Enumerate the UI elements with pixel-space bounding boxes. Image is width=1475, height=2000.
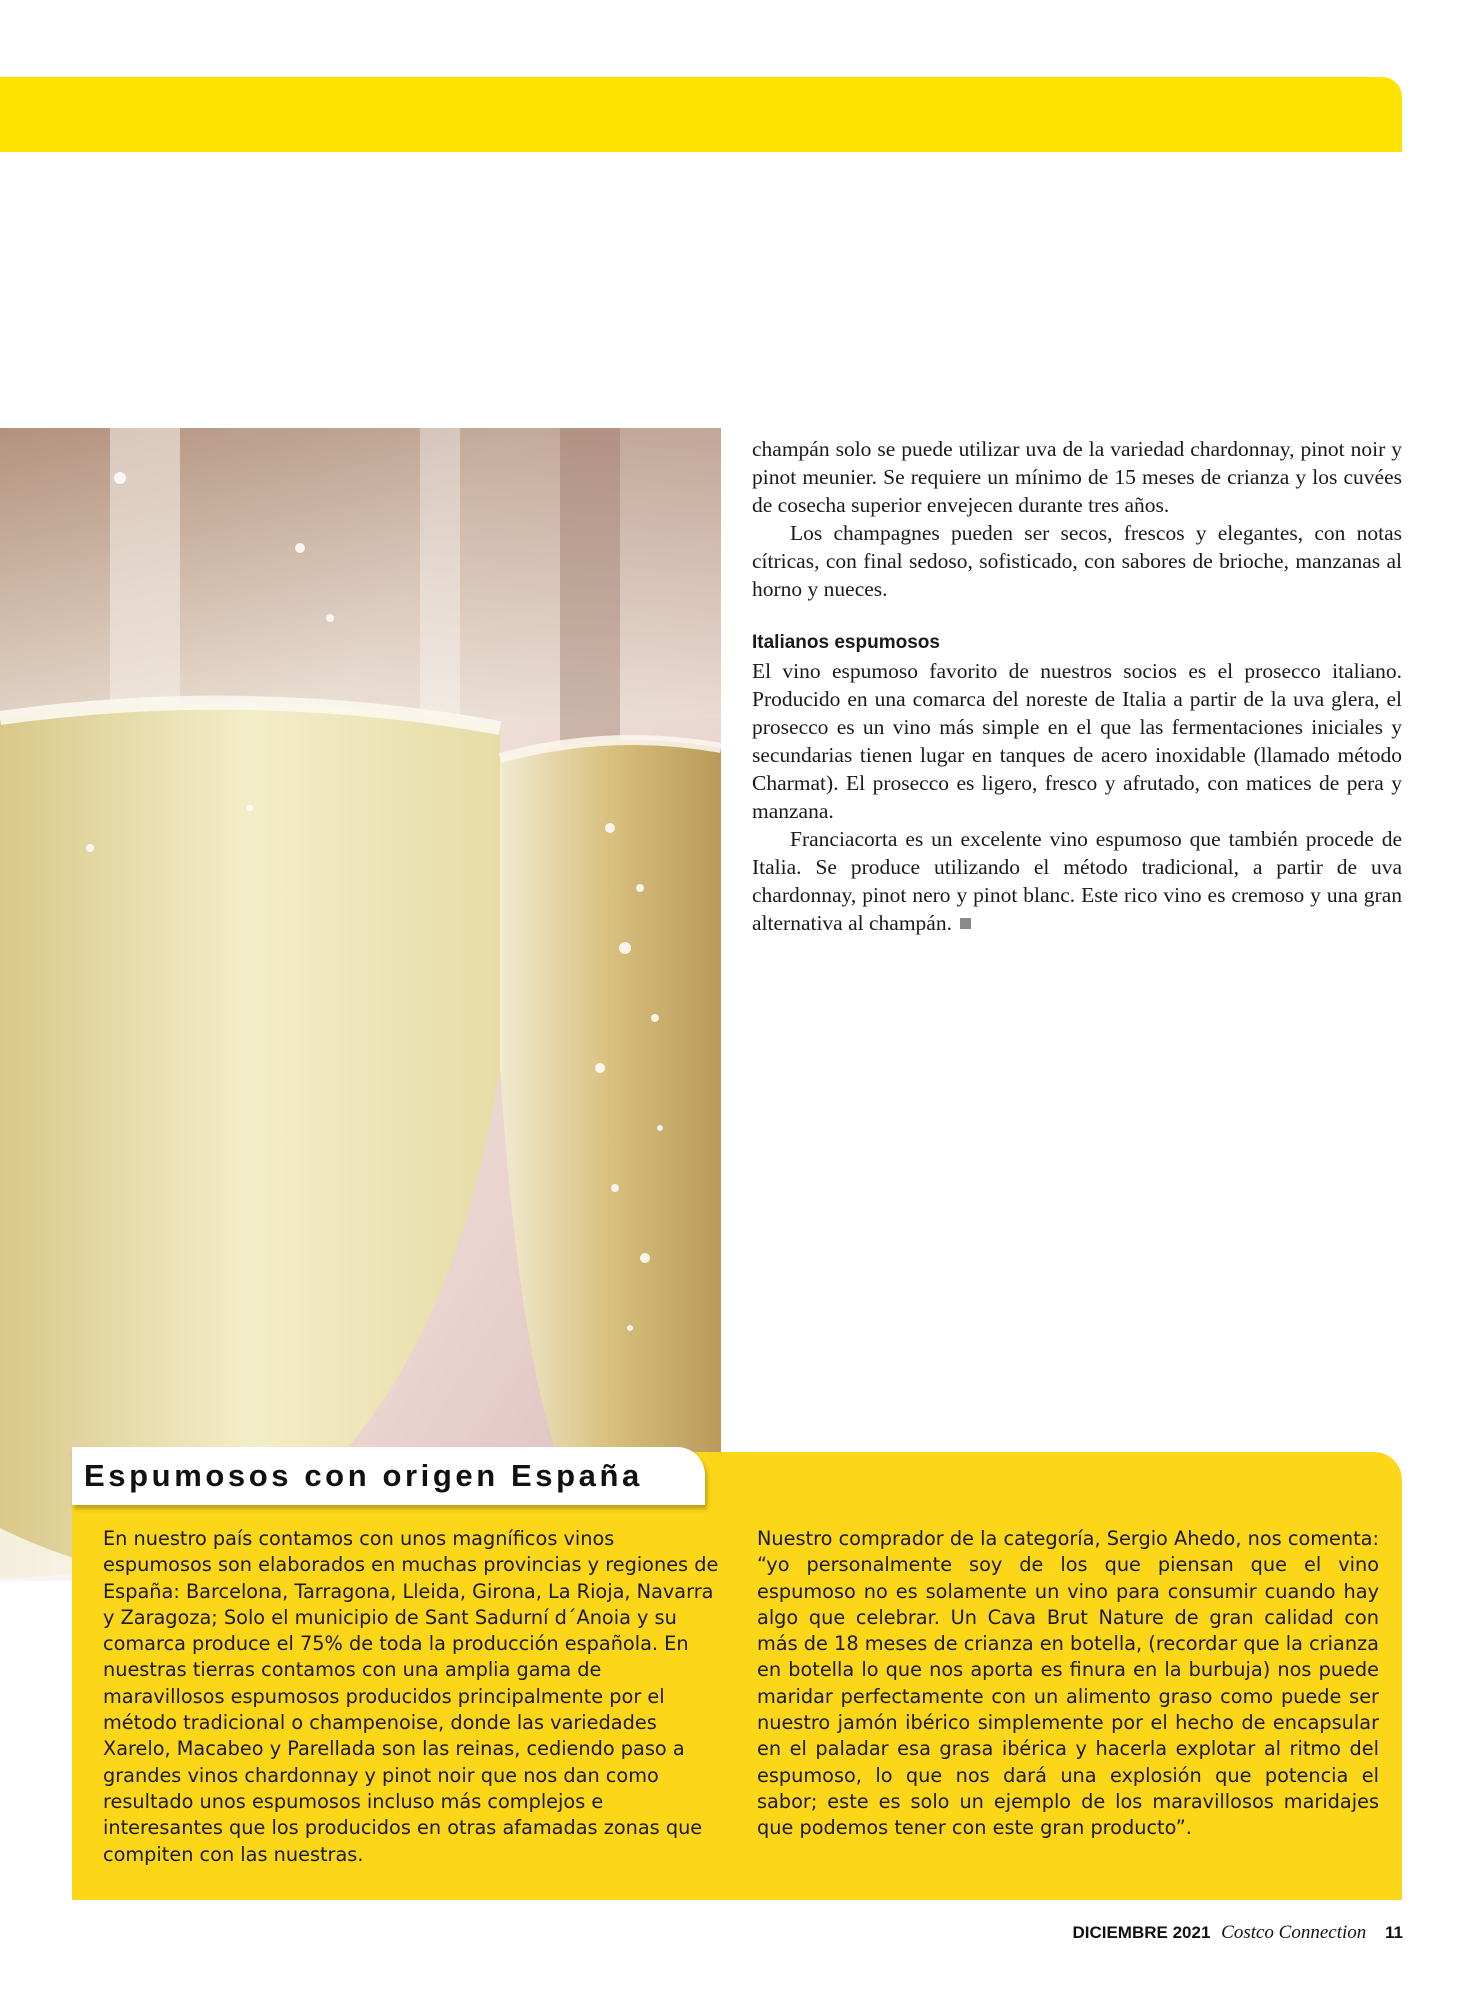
sidebar-right-column: [757, 1526, 1379, 1842]
article-paragraph-final: [752, 825, 1402, 937]
issue-date: DICIEMBRE 2021: [1072, 1923, 1211, 1942]
page-footer: [1072, 1922, 1403, 1944]
sidebar-left-column: [103, 1526, 725, 1868]
article-subheading: Italianos espumosos: [752, 632, 940, 653]
sidebar-paragraph: En nuestro país contamos con unos magníficos vinos espumosos son elaborados en muchas provincias y regiones de España: Barcelona, Tarragona, Lleida, Girona, La Rioja, Navarra y Zaragoza; Solo el municipio de Sant Sadurní d´Anoia y su comarca produce el 75% de toda la producción española. En nuestras tierras contamos con una amplia gama de maravillosos espumosos producidos principalmente por el método tradicional o champenoise, donde las variedades Xarelo, Macabeo y Parellada son las reinas, cediendo paso a grandes vinos chardonnay y pinot noir que nos dan como resultado unos espumosos incluso más complejos e interesantes que los producidos en otras afamadas zonas que compiten con las nuestras.: [103, 1527, 719, 1866]
article-paragraph: champán solo se puede utilizar uva de la variedad chardonnay, pinot noir y pinot meunier. Se requiere un mínimo de 15 meses de crianza y los cuvées de cosecha superior envejecen durante tres años.: [752, 437, 1402, 517]
article-paragraph: Los champagnes pueden ser secos, frescos y elegantes, con notas cítricas, con final sedoso, sofisticado, con sabores de brioche, manzanas al horno y nueces.: [752, 521, 1402, 601]
magazine-name: Costco Connection: [1221, 1922, 1367, 1943]
article-text-column: [752, 435, 1402, 937]
page-number: 11: [1385, 1923, 1403, 1942]
sidebar-paragraph: Nuestro comprador de la categoría, Sergio Ahedo, nos comenta: “yo personalmente soy de los que piensan que el vino espumoso no es solamente un vino para consumir cuando hay algo que celebrar. Un Cava Brut Nature de gran calidad con más de 18 meses de crianza en botella, (recordar que la crianza en botella lo que nos aporta es finura en la burbuja) nos puede maridar perfectamente con un alimento graso como puede ser nuestro jamón ibérico simplemente por el hecho de encapsular en el paladar esa grasa ibérica y hacerla explotar al ritmo del espumoso, lo que nos dará una explosión que potencia el sabor; este es solo un ejemplo de los maravillosos maridajes que podemos tener con este gran producto”.: [757, 1527, 1379, 1840]
champagne-glasses-photo: [0, 428, 721, 1581]
end-of-article-mark: [960, 918, 971, 929]
article-paragraph-text: Franciacorta es un excelente vino espumoso que también procede de Italia. Se produce utilizando el método tradicional, a partir de uva chardonnay, pinot nero y pinot blanc. Este rico vino es cremoso y una gran alternativa al champán.: [752, 827, 1402, 935]
top-accent-bar: [0, 77, 1402, 152]
sidebar-title: Espumosos con origen España: [84, 1458, 643, 1493]
article-paragraph: El vino espumoso favorito de nuestros socios es el prosecco italiano. Producido en una comarca del noreste de Italia a partir de la uva glera, el prosecco es un vino más simple en el que las fermentaciones iniciales y secundarias tienen lugar en tanques de acero inoxidable (llamado método Charmat). El prosecco es ligero, fresco y afrutado, con matices de pera y manzana.: [752, 659, 1402, 823]
